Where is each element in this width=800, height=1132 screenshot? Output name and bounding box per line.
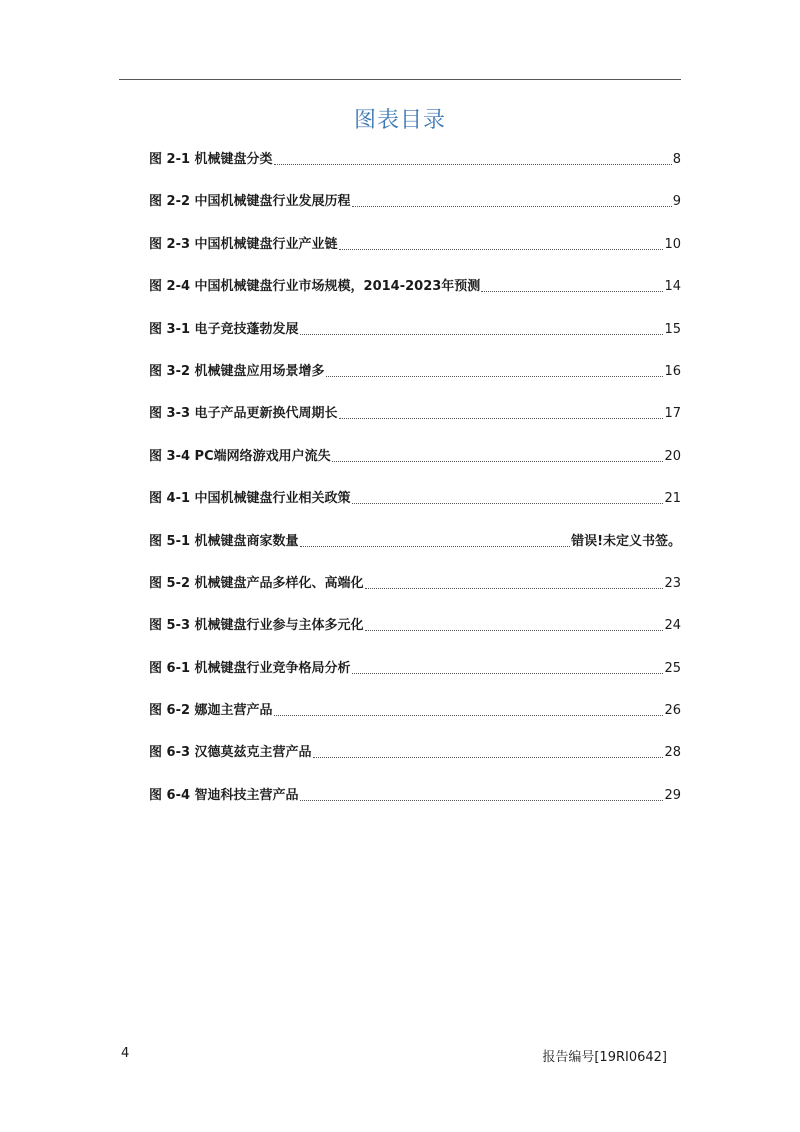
- toc-entry-page: 29: [664, 787, 681, 803]
- toc-entry-page: 26: [664, 703, 681, 719]
- toc-entry-label: 图 3-2 机械键盘应用场景增多: [149, 363, 325, 379]
- toc-entry-label: 图 3-1 电子竞技蓬勃发展: [149, 321, 299, 337]
- toc-entry[interactable]: [149, 786, 681, 828]
- dot-leader: [352, 659, 664, 674]
- toc-entry-label: 图 2-1 机械键盘分类: [149, 152, 273, 167]
- dot-leader: [300, 320, 664, 335]
- dot-leader: [365, 574, 664, 589]
- dot-leader: [332, 447, 664, 462]
- toc-entry-page: 16: [664, 363, 681, 379]
- dot-leader: [300, 786, 664, 801]
- toc-entry[interactable]: [149, 235, 681, 277]
- toc-entry-page: 20: [664, 448, 681, 464]
- toc-entry-label: 图 2-3 中国机械键盘行业产业链: [149, 236, 338, 252]
- toc-entry-label: 图 5-2 机械键盘产品多样化、高端化: [149, 575, 364, 591]
- dot-leader: [326, 362, 664, 377]
- dot-leader: [339, 404, 664, 419]
- toc-entry-page-error: 错误!未定义书签。: [571, 533, 681, 549]
- toc-entry-label: 图 2-2 中国机械键盘行业发展历程: [149, 194, 351, 210]
- toc-entry-page: 17: [664, 406, 681, 422]
- toc-entry-label: 图 3-3 电子产品更新换代周期长: [149, 406, 338, 422]
- footer-page-number: 4: [121, 1046, 130, 1061]
- toc-entry-label: 图 6-4 智迪科技主营产品: [149, 787, 299, 803]
- toc-entry-page: 14: [664, 279, 681, 295]
- page-title: 图表目录: [353, 108, 446, 133]
- toc-entry[interactable]: [149, 659, 681, 701]
- toc-entry-page: 21: [664, 491, 681, 507]
- toc-entry-page: 10: [664, 236, 681, 252]
- dot-leader: [313, 743, 664, 758]
- toc-entry[interactable]: [149, 447, 681, 489]
- dot-leader: [352, 192, 672, 207]
- toc-entry-label: 图 6-1 机械键盘行业竞争格局分析: [149, 660, 351, 676]
- figure-toc-list: [149, 150, 681, 828]
- toc-entry-label: 图 2-4 中国机械键盘行业市场规模，2014-2023年预测: [149, 279, 481, 295]
- toc-entry-label: 图 3-4 PC端网络游戏用户流失: [149, 448, 331, 464]
- toc-entry[interactable]: [149, 404, 681, 446]
- toc-entry[interactable]: [149, 362, 681, 404]
- dot-leader: [352, 489, 664, 504]
- toc-entry-label: 图 5-1 机械键盘商家数量: [149, 533, 299, 549]
- toc-entry[interactable]: [149, 320, 681, 362]
- dot-leader: [365, 616, 664, 631]
- toc-entry-page: 28: [664, 745, 681, 761]
- dot-leader: [339, 235, 664, 250]
- toc-entry[interactable]: [149, 277, 681, 319]
- dot-leader: [274, 701, 664, 716]
- toc-entry-page: 23: [664, 575, 681, 591]
- toc-entry-label: 图 5-3 机械键盘行业参与主体多元化: [149, 618, 364, 634]
- toc-entry[interactable]: [149, 616, 681, 658]
- toc-entry[interactable]: [149, 701, 681, 743]
- dot-leader: [481, 277, 663, 292]
- toc-entry[interactable]: [149, 532, 681, 574]
- dot-leader: [274, 150, 672, 165]
- dot-leader: [300, 532, 571, 547]
- toc-entry[interactable]: [149, 192, 681, 234]
- toc-entry-page: 24: [664, 618, 681, 634]
- toc-entry-page: 8: [672, 152, 681, 167]
- toc-entry-label: 图 6-3 汉德莫兹克主营产品: [149, 745, 312, 761]
- toc-entry-label: 图 6-2 娜迦主营产品: [149, 703, 273, 719]
- toc-entry-label: 图 4-1 中国机械键盘行业相关政策: [149, 491, 351, 507]
- toc-entry[interactable]: [149, 489, 681, 531]
- toc-entry-page: 15: [664, 321, 681, 337]
- toc-entry-page: 9: [672, 194, 681, 210]
- toc-entry[interactable]: [149, 743, 681, 785]
- toc-entry-page: 25: [664, 660, 681, 676]
- toc-entry[interactable]: [149, 574, 681, 616]
- header-rule: [119, 79, 681, 80]
- footer-report-code: 报告编号[19RI0642]: [542, 1050, 667, 1065]
- toc-entry[interactable]: [149, 150, 681, 192]
